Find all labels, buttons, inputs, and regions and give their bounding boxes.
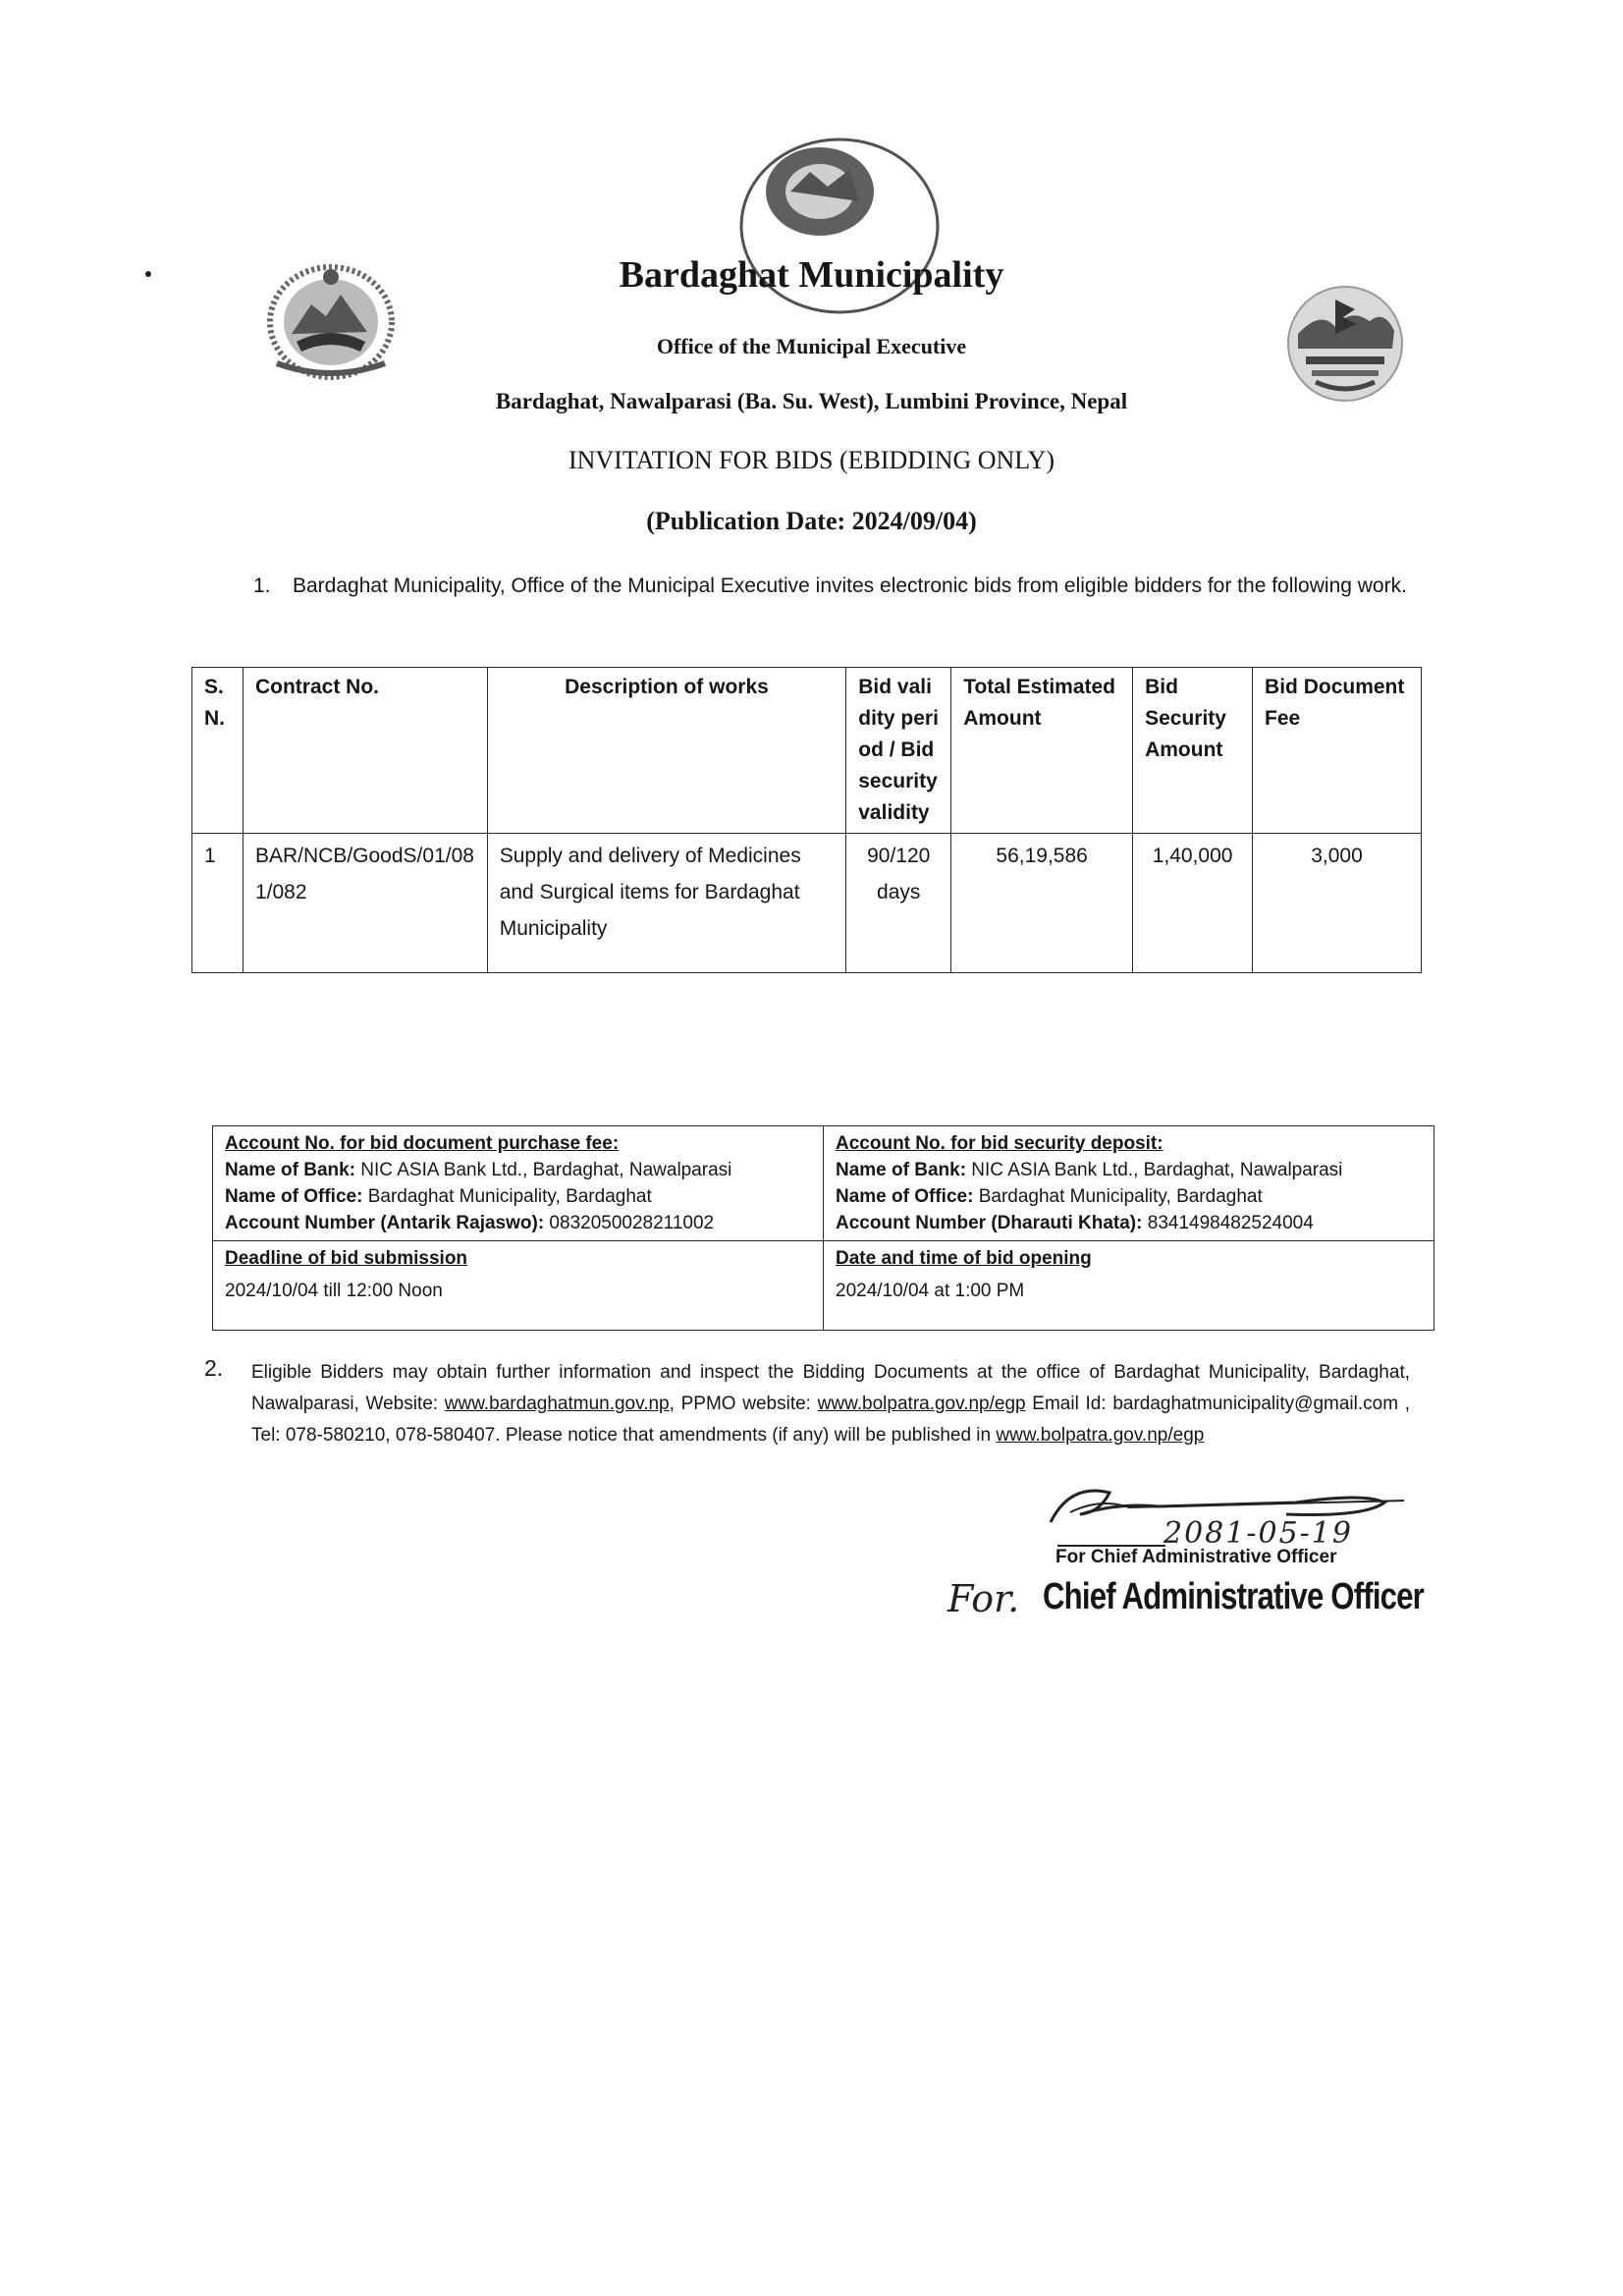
amendment-link[interactable]: www.bolpatra.gov.np/egp [996,1425,1205,1446]
paragraph-number: 1. [253,574,271,597]
cell-validity: 90/120 days [846,834,951,973]
purchase-fee-bank: Name of Bank: NIC ASIA Bank Ltd., Bardaghat, Nawalparasi [225,1160,732,1180]
account-info-table [212,1125,1434,1331]
security-deposit-account-cell [824,1126,1434,1241]
table-header-row [192,668,1422,834]
opening-cell [824,1241,1434,1331]
signature-date: 2081-05-19 [1163,1516,1353,1551]
bid-table [191,667,1422,973]
security-deposit-bank: Name of Bank: NIC ASIA Bank Ltd., Bardaghat, Nawalparasi [836,1160,1343,1180]
cell-security-amount: 1,40,000 [1133,834,1253,973]
opening-value: 2024/10/04 at 1:00 PM [836,1281,1025,1301]
cao-title-stamp: Chief Administrative Officer [1043,1576,1424,1617]
intro-paragraph [240,570,1418,603]
info-paragraph [251,1357,1410,1451]
purchase-fee-heading: Account No. for bid document purchase fee: [225,1133,620,1154]
notice-title: INVITATION FOR BIDS (EBIDDING ONLY) [568,446,1055,474]
publication-date: (Publication Date: 2024/09/04) [646,507,977,535]
header-contract-no: Contract No. [243,668,487,834]
cell-document-fee: 3,000 [1253,834,1422,973]
deadline-heading: Deadline of bid submission [225,1248,468,1269]
deadline-cell [213,1241,824,1331]
paragraph-number: 2. [204,1355,224,1381]
purchase-fee-office: Name of Office: Bardaghat Municipality, Bardaghat [225,1186,652,1207]
opening-heading: Date and time of bid opening [836,1248,1092,1269]
info-text: Email Id: bardaghatmunicipality@gmail.com , Tel: 078-580210, 078-580407. Please notice that amendments (if any) will be published in [251,1394,1410,1446]
info-text: , PPMO website: [669,1394,818,1414]
deadline-value: 2024/10/04 till 12:00 Noon [225,1281,443,1301]
organization-name: Bardaghat Municipality [619,254,1004,296]
security-deposit-account-number: Account Number (Dharauti Khata): 8341498482524004 [836,1213,1314,1233]
handwritten-for: For. [947,1577,1020,1620]
table-row [192,834,1422,973]
intro-text: Bardaghat Municipality, Office of the Municipal Executive invites electronic bids from eligible bidders for the following work. [293,574,1407,597]
cell-sn: 1 [192,834,243,973]
purchase-fee-account-number: Account Number (Antarik Rajaswo): 0832050028211002 [225,1213,715,1233]
ppmo-link[interactable]: www.bolpatra.gov.np/egp [817,1394,1026,1414]
security-deposit-heading: Account No. for bid security deposit: [836,1133,1163,1154]
address: Bardaghat, Nawalparasi (Ba. Su. West), Lumbini Province, Nepal [495,389,1128,413]
for-cao-label: For Chief Administrative Officer [1055,1547,1337,1567]
header-validity: Bid validity period / Bid security validity [846,668,951,834]
cell-contract-no: BAR/NCB/GoodS/01/081/082 [243,834,487,973]
cell-total-amount: 56,19,586 [951,834,1133,973]
header-description: Description of works [487,668,846,834]
header-sn: S. N. [192,668,243,834]
header-security-amount: Bid Security Amount [1133,668,1253,834]
office-name: Office of the Municipal Executive [656,334,967,358]
info-text: Eligible Bidders may obtain further information and inspect the Bidding Documents at the office of Bardaghat Municipality, Bardaghat, Nawalparasi, Website: [251,1362,1410,1414]
purchase-fee-account-cell [213,1126,824,1241]
cell-description: Supply and delivery of Medicines and Surgical items for Bardaghat Municipality [487,834,846,973]
security-deposit-office: Name of Office: Bardaghat Municipality, Bardaghat [836,1186,1263,1207]
header-document-fee: Bid Document Fee [1253,668,1422,834]
website-link[interactable]: www.bardaghatmun.gov.np [444,1394,670,1414]
header-total-amount: Total Estimated Amount [951,668,1133,834]
